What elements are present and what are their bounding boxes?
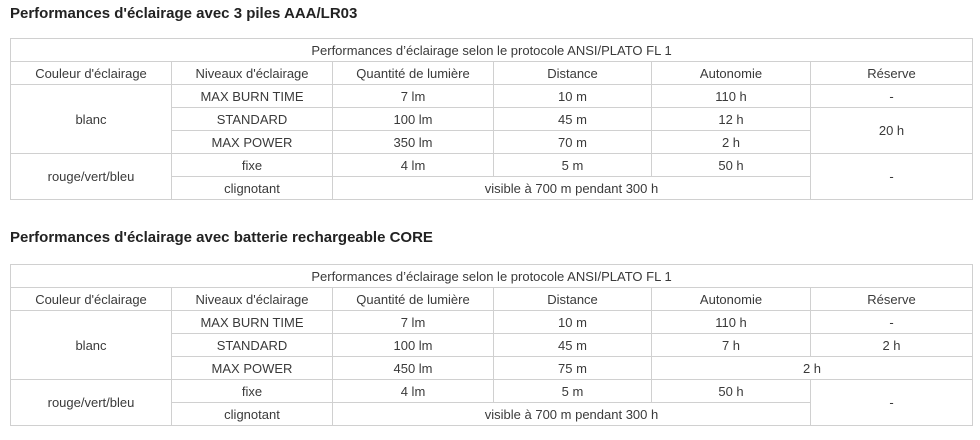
reserve-cell: 2 h <box>811 334 973 357</box>
column-header-lumens: Quantité de lumière <box>333 288 494 311</box>
column-header-reserve: Réserve <box>811 62 973 85</box>
reserve-cell: 20 h <box>811 108 973 154</box>
lumens-cell: 7 lm <box>333 85 494 108</box>
autonomy-cell: 12 h <box>652 108 811 131</box>
color-cell: blanc <box>11 311 172 380</box>
section-title-batteries: Performances d'éclairage avec 3 piles AAA/LR03 <box>10 5 358 22</box>
autonomy-cell: 50 h <box>652 380 811 403</box>
table-caption: Performances d’éclairage selon le protocole ANSI/PLATO FL 1 <box>11 39 973 62</box>
table-row <box>11 380 973 403</box>
table-row <box>11 154 973 177</box>
column-header-lumens: Quantité de lumière <box>333 62 494 85</box>
section-title-core-battery: Performances d'éclairage avec batterie rechargeable CORE <box>10 229 433 246</box>
distance-cell: 45 m <box>494 334 652 357</box>
caption-row <box>11 39 973 62</box>
autonomy-cell: 2 h <box>652 131 811 154</box>
lumens-cell: 100 lm <box>333 334 494 357</box>
level-cell: STANDARD <box>172 334 333 357</box>
reserve-cell: - <box>811 311 973 334</box>
level-cell: MAX POWER <box>172 131 333 154</box>
header-row <box>11 288 973 311</box>
caption-row <box>11 265 973 288</box>
distance-cell: 10 m <box>494 85 652 108</box>
autonomy-cell: 50 h <box>652 154 811 177</box>
level-cell: clignotant <box>172 403 333 426</box>
column-header-reserve: Réserve <box>811 288 973 311</box>
table-row <box>11 85 973 108</box>
level-cell: fixe <box>172 380 333 403</box>
reserve-cell: - <box>811 154 973 200</box>
table-caption: Performances d’éclairage selon le protocole ANSI/PLATO FL 1 <box>11 265 973 288</box>
lighting-performance-table-batteries <box>10 38 973 200</box>
level-cell: fixe <box>172 154 333 177</box>
column-header-autonomy: Autonomie <box>652 288 811 311</box>
distance-cell: 10 m <box>494 311 652 334</box>
distance-cell: 70 m <box>494 131 652 154</box>
distance-cell: 5 m <box>494 380 652 403</box>
lumens-cell: 7 lm <box>333 311 494 334</box>
lumens-cell: 100 lm <box>333 108 494 131</box>
lumens-cell: 4 lm <box>333 380 494 403</box>
blinking-note-cell: visible à 700 m pendant 300 h <box>333 403 811 426</box>
distance-cell: 45 m <box>494 108 652 131</box>
level-cell: clignotant <box>172 177 333 200</box>
blinking-note-cell: visible à 700 m pendant 300 h <box>333 177 811 200</box>
level-cell: MAX BURN TIME <box>172 311 333 334</box>
table-row <box>11 311 973 334</box>
color-cell: rouge/vert/bleu <box>11 154 172 200</box>
column-header-color: Couleur d'éclairage <box>11 288 172 311</box>
column-header-color: Couleur d'éclairage <box>11 62 172 85</box>
autonomy-reserve-cell: 2 h <box>652 357 973 380</box>
level-cell: STANDARD <box>172 108 333 131</box>
autonomy-cell: 110 h <box>652 85 811 108</box>
lighting-performance-table-core <box>10 264 973 426</box>
lumens-cell: 350 lm <box>333 131 494 154</box>
reserve-cell: - <box>811 85 973 108</box>
column-header-distance: Distance <box>494 288 652 311</box>
level-cell: MAX POWER <box>172 357 333 380</box>
distance-cell: 5 m <box>494 154 652 177</box>
column-header-autonomy: Autonomie <box>652 62 811 85</box>
column-header-distance: Distance <box>494 62 652 85</box>
distance-cell: 75 m <box>494 357 652 380</box>
lumens-cell: 4 lm <box>333 154 494 177</box>
level-cell: MAX BURN TIME <box>172 85 333 108</box>
column-header-level: Niveaux d'éclairage <box>172 62 333 85</box>
lumens-cell: 450 lm <box>333 357 494 380</box>
color-cell: blanc <box>11 85 172 154</box>
column-header-level: Niveaux d'éclairage <box>172 288 333 311</box>
autonomy-cell: 110 h <box>652 311 811 334</box>
autonomy-cell: 7 h <box>652 334 811 357</box>
color-cell: rouge/vert/bleu <box>11 380 172 426</box>
reserve-cell: - <box>811 380 973 426</box>
header-row <box>11 62 973 85</box>
